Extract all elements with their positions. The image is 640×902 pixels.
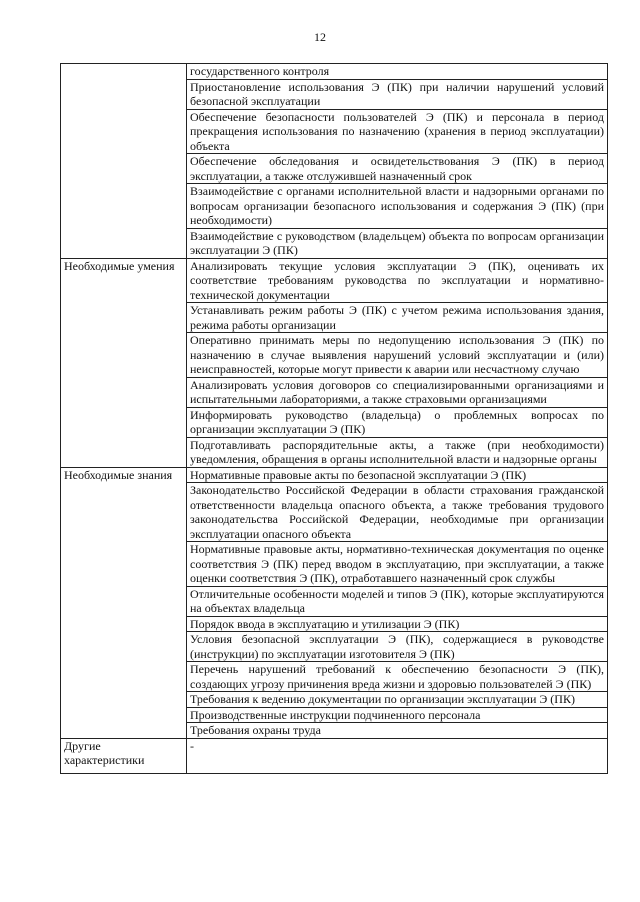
table-cell: Информировать руководство (владельца) о проблемных вопросах по организации эксплуатации Э (ПК) <box>187 407 608 437</box>
section-label <box>61 64 187 259</box>
table-cell: Обеспечение обследования и освидетельствования Э (ПК) в период эксплуатации, а также отслужившей назначенный срок <box>187 154 608 184</box>
table-cell: Устанавливать режим работы Э (ПК) с учетом режима использования здания, режима работы организации <box>187 303 608 333</box>
table-row <box>61 467 608 483</box>
table-cell: Нормативные правовые акты, нормативно-техническая документация по оценке соответствия Э (ПК) перед вводом в эксплуатацию, при эксплуатации, а также оценки соответствия Э (ПК), отработавшего назначенный срок службы <box>187 542 608 587</box>
table-cell: Обеспечение безопасности пользователей Э (ПК) и персонала в период прекращения использования по назначению (хранения в период эксплуатации) объекта <box>187 109 608 154</box>
table-cell: Анализировать условия договоров со специализированными организациями и испытательными лабораториями, а также страховыми организациями <box>187 377 608 407</box>
table-cell: Требования охраны труда <box>187 723 608 739</box>
table-cell: Нормативные правовые акты по безопасной эксплуатации Э (ПК) <box>187 467 608 483</box>
section-label-skills: Необходимые умения <box>61 258 187 467</box>
page-number: 12 <box>314 30 326 44</box>
table-cell: Порядок ввода в эксплуатацию и утилизации Э (ПК) <box>187 616 608 632</box>
table-cell: Законодательство Российской Федерации в области страхования гражданской ответственности владельца опасного объекта, а также требования трудового законодательства Российской Федерации, необходимые при организации эксплуатации опасного объекта <box>187 483 608 542</box>
table-cell: Отличительные особенности моделей и типов Э (ПК), которые эксплуатируются на объектах владельца <box>187 586 608 616</box>
qualification-table <box>60 63 608 774</box>
table-cell: Приостановление использования Э (ПК) при наличии нарушений условий безопасной эксплуатации <box>187 79 608 109</box>
table-cell: Производственные инструкции подчиненного персонала <box>187 707 608 723</box>
table-cell: Оперативно принимать меры по недопущению использования Э (ПК) по назначению в случае выявления нарушений условий эксплуатации и (или) неисправностей, которые могут привести к аварии или несчастному случаю <box>187 333 608 378</box>
table-row <box>61 738 608 773</box>
section-label-other: Другие характеристики <box>61 738 187 773</box>
table-cell: государственного контроля <box>187 64 608 80</box>
table-cell: Требования к ведению документации по организации эксплуатации Э (ПК) <box>187 692 608 708</box>
table-cell: Взаимодействие с руководством (владельцем) объекта по вопросам организации эксплуатации Э (ПК) <box>187 228 608 258</box>
table-cell: Перечень нарушений требований к обеспечению безопасности Э (ПК), создающих угрозу причинения вреда жизни и здоровью пользователей Э (ПК) <box>187 662 608 692</box>
table-row <box>61 64 608 80</box>
table-cell: Взаимодействие с органами исполнительной власти и надзорными органами по вопросам организации безопасного использования и содержания Э (ПК) (при необходимости) <box>187 184 608 229</box>
table-cell: Условия безопасной эксплуатации Э (ПК), содержащиеся в руководстве (инструкции) по эксплуатации изготовителя Э (ПК) <box>187 632 608 662</box>
table-row <box>61 258 608 303</box>
table-cell: - <box>187 738 608 773</box>
table-cell: Анализировать текущие условия эксплуатации Э (ПК), оценивать их соответствие требованиям руководства по эксплуатации и нормативно-технической документации <box>187 258 608 303</box>
section-label-knowledge: Необходимые знания <box>61 467 187 738</box>
table-cell: Подготавливать распорядительные акты, а также (при необходимости) уведомления, обращения в органы исполнительной власти и надзорные органы <box>187 437 608 467</box>
